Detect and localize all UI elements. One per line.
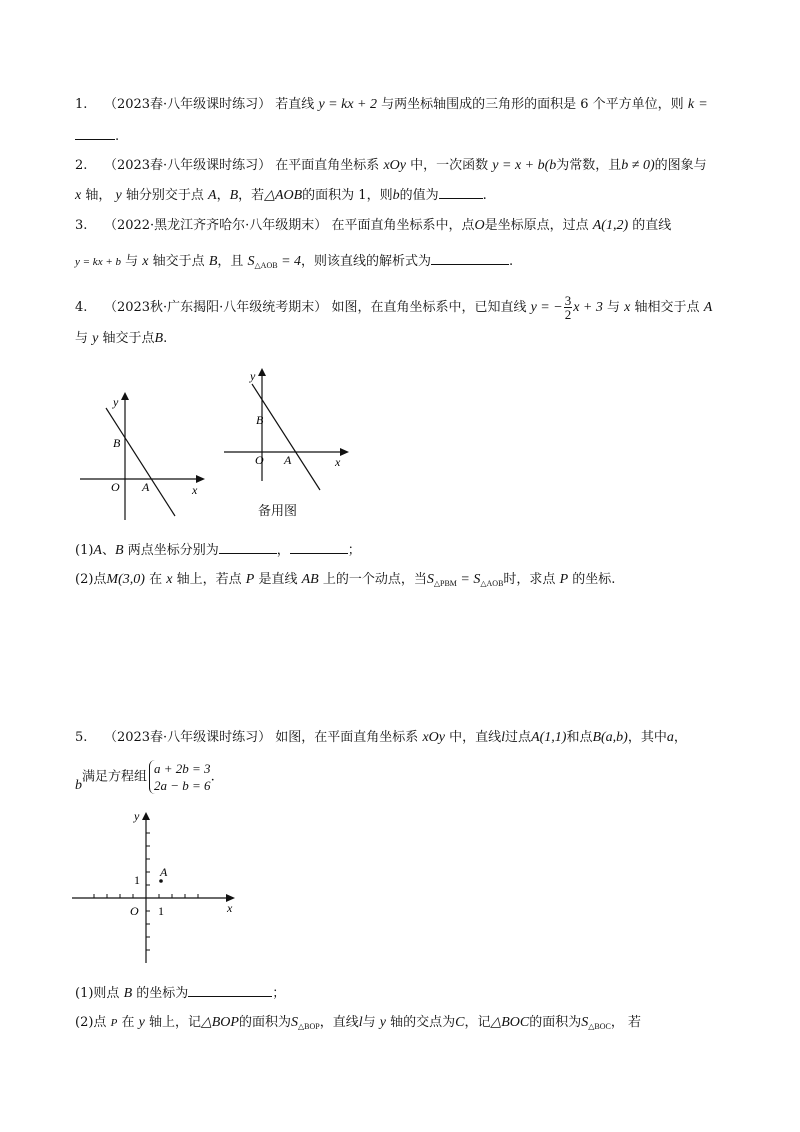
q5-text: 过点 (505, 730, 532, 745)
q5-point-a: A(1,1) (531, 730, 567, 745)
q4-p2-s2: S (473, 572, 481, 587)
q3-text: ，则该直线的解析式为 (301, 254, 432, 269)
q2-number: 2. (75, 158, 88, 173)
y-ticks (146, 833, 150, 950)
q5-p2-text: 轴的交点为 (390, 1015, 456, 1030)
q3-area-symbol: S (247, 254, 255, 269)
q4-p2-s2-sub: △AOB (480, 579, 504, 588)
q5-p2-s2-sub: △BOC (588, 1022, 611, 1031)
q4-p2-point: M(3,0) (106, 572, 145, 587)
q4-p1-blank-b[interactable] (290, 541, 348, 554)
q3-text: 轴交于点 (152, 254, 205, 269)
q3-text: 是坐标原点，过点 (484, 218, 589, 233)
q3-text: 与 (125, 254, 139, 269)
q4-expr-pre: y = − (530, 300, 563, 315)
q3-point: A(1,2) (592, 218, 629, 233)
q4-y: y (92, 331, 99, 346)
x-label: x (335, 455, 341, 469)
q4-p2-text: 轴上，若点 (176, 572, 242, 587)
q2-line-1 (75, 157, 707, 175)
q3-text: ，且 (217, 254, 244, 269)
q5-text: ，其中 (627, 730, 667, 745)
q3-o: O (474, 218, 485, 233)
q5-text: ， (673, 730, 687, 745)
q5-p2-text: 在 (121, 1015, 135, 1030)
q3-expression: y = kx + b (75, 256, 121, 268)
q4-p1-a: A (93, 543, 102, 558)
point-a (159, 879, 163, 883)
q3-text: 的直线 (632, 218, 672, 233)
y-axis-arrow (121, 392, 129, 400)
q4-p2-text: 的坐标. (572, 572, 616, 587)
q4-frac-den: 2 (564, 307, 572, 322)
q2-text: 轴分别交于点 (125, 188, 204, 203)
q3-x: x (142, 254, 149, 269)
q5-end: . (210, 769, 215, 785)
y-label: y (250, 369, 256, 383)
q4-end: . (163, 331, 168, 346)
q2-answer-blank[interactable] (439, 186, 483, 199)
q2-text: 的值为 (399, 188, 439, 203)
q3-area-sub: △AOB (254, 261, 278, 270)
q5-p2-y2: y (379, 1015, 386, 1030)
q3-answer-blank[interactable] (431, 252, 509, 265)
q5-equation-system (149, 760, 211, 794)
q1-k: k (687, 97, 695, 112)
q2-end: . (482, 188, 487, 203)
q5-p2-text: 的面积为 (529, 1015, 582, 1030)
q5-p1-lead: (1)则点 (75, 986, 120, 1001)
q3-area-value: = 4 (277, 254, 302, 269)
q5-p2-c: C (455, 1015, 465, 1030)
q5-p2-text: ，直线 (319, 1015, 359, 1030)
q4-text: 如图，在直角坐标系中，已知直线 (331, 300, 527, 315)
q5-number: 5. (75, 730, 88, 745)
q3-number: 3. (75, 218, 88, 233)
q4-text: 与 (75, 331, 89, 346)
q4-number: 4. (75, 300, 88, 315)
q1-line-1 (75, 96, 708, 114)
q4-p2-p: P (245, 572, 255, 587)
q5-system: xOy (422, 730, 445, 745)
q4-frac-num: 3 (564, 293, 572, 308)
q5-text: 和点 (566, 730, 593, 745)
q5-p2-text: 与 (362, 1015, 376, 1030)
q5-part-2 (75, 1014, 641, 1036)
q4-line-1 (75, 294, 712, 321)
q3-source: （2022·黑龙江齐齐哈尔·八年级期末） (103, 218, 328, 233)
q5-p2-l: l (358, 1015, 363, 1030)
q4-p2-x: x (166, 572, 173, 587)
q5-point-b: B(a,b) (592, 730, 628, 745)
q2-triangle: △AOB (264, 188, 303, 203)
q4-part-2 (75, 571, 615, 593)
q2-a: A (208, 188, 217, 203)
q1-number: 1. (75, 97, 88, 112)
q4-p1-text: 两点坐标分别为 (127, 543, 219, 558)
q4-text: 与 (607, 300, 621, 315)
q1-source: （2023春·八年级课时练习） (103, 97, 272, 112)
q4-part-1 (75, 541, 361, 560)
q4-source: （2023秋·广东揭阳·八年级统考期末） (103, 300, 328, 315)
q4-x: x (624, 300, 631, 315)
q4-p1-end: ； (347, 543, 361, 558)
q5-l: l (501, 730, 506, 745)
q2-b-var: b (392, 188, 400, 203)
point-a-label: A (160, 865, 168, 879)
origin-label: O (111, 480, 120, 494)
q5-p2-s2: S (581, 1015, 589, 1030)
q2-text: 为常数，且 (556, 158, 622, 173)
q5-p1-blank[interactable] (188, 984, 272, 997)
q2-text: 中，一次函数 (410, 158, 489, 173)
q4-p2-p-var: P (559, 572, 569, 587)
origin-label: O (255, 453, 264, 467)
q5-eq-1: a + 2b = 3 (154, 761, 211, 776)
q3-line-2 (75, 252, 513, 275)
q4-text: 轴相交于点 (634, 300, 700, 315)
q2-line-2 (75, 186, 487, 205)
q4-fraction (564, 294, 573, 321)
q4-p2-eq: = (456, 572, 474, 587)
point-a-label: A (142, 480, 150, 494)
tick-label-1-x: 1 (158, 904, 164, 918)
q5-text: 如图，在平面直角坐标系 (275, 730, 419, 745)
point-b-label: B (113, 436, 121, 450)
q5-b: b (75, 777, 82, 793)
q1-expression: y = kx + 2 (318, 97, 377, 112)
q3-end: . (509, 254, 514, 269)
x-label: x (192, 483, 198, 497)
q4-a: A (703, 300, 713, 315)
tick-label-1-y: 1 (134, 873, 140, 887)
q2-condition: b ≠ 0) (621, 158, 655, 173)
q4-p2-s1: S (426, 572, 434, 587)
q5-figure (70, 808, 250, 968)
q1-answer-blank[interactable] (75, 127, 115, 140)
q5-text: 中，直线 (449, 730, 502, 745)
q4-p1-lead: (1) (75, 543, 94, 558)
q5-p2-s1: S (290, 1015, 298, 1030)
q5-p2-tri1: △BOP (200, 1015, 239, 1030)
q4-p1-sep: 、 (101, 543, 115, 558)
q3-line-1 (75, 217, 671, 235)
x-label: x (227, 901, 233, 915)
q2-text: 的图象与 (654, 158, 707, 173)
q4-p1-comma: ， (276, 543, 290, 558)
q5-p2-s1-sub: △BOP (297, 1022, 320, 1031)
q5-text: 满足方程组 (82, 769, 148, 785)
q4-p1-blank-a[interactable] (219, 541, 277, 554)
q5-p1-text: 的坐标为 (136, 986, 189, 1001)
q5-p2-text: 的面积为 (238, 1015, 291, 1030)
point-a-label: A (284, 453, 292, 467)
q5-p2-y: y (138, 1015, 145, 1030)
q5-a: a (666, 730, 674, 745)
q4-p2-text: 是直线 (258, 572, 298, 587)
q4-figure-spare (222, 366, 362, 496)
q3-b: B (208, 254, 218, 269)
q1-line-2 (75, 127, 119, 146)
q5-p2-text: 轴上，记 (148, 1015, 201, 1030)
q5-p2-tri2: △BOC (490, 1015, 530, 1030)
q2-system: xOy (383, 158, 406, 173)
q5-line-1 (75, 729, 687, 747)
q5-p2-lead: (2)点 (75, 1015, 107, 1030)
q1-text: 与两坐标轴围成的三角形的面积是 6 个平方单位，则 (381, 97, 684, 112)
q5-p2-text: ， 若 (610, 1015, 642, 1030)
q2-x: x (75, 188, 82, 203)
q4-p2-text: 时，求点 (503, 572, 556, 587)
q5-line-2 (75, 760, 215, 794)
q1-end: . (115, 129, 120, 144)
q2-text: 的面积为 1，则 (302, 188, 393, 203)
q4-p2-text: 上的一个动点，当 (322, 572, 427, 587)
q1-eq: = (698, 97, 708, 112)
q4-figure-main (78, 388, 218, 528)
y-label: y (113, 395, 119, 409)
q2-text: ， (216, 188, 230, 203)
x-axis-arrow (340, 448, 349, 456)
y-axis-arrow (142, 812, 150, 820)
q2-text: ，若 (238, 188, 265, 203)
q2-y: y (115, 188, 122, 203)
q4-p1-b: B (115, 543, 124, 558)
q2-text: 轴， (85, 188, 112, 203)
q5-p1-end: ； (272, 986, 286, 1001)
q5-part-1 (75, 984, 285, 1003)
q5-p2-text: ，记 (464, 1015, 491, 1030)
origin-label: O (130, 904, 139, 918)
x-axis-arrow (196, 475, 205, 483)
q4-line-2 (75, 330, 167, 348)
q4-p2-lead: (2)点 (75, 572, 107, 587)
q5-p2-p: P (110, 1017, 118, 1029)
q4-p2-s1-sub: △PBM (433, 579, 457, 588)
q5-p1-b: B (123, 986, 133, 1001)
q3-text: 在平面直角坐标系中，点 (331, 218, 475, 233)
q4-expr-post: x + 3 (573, 300, 603, 315)
point-b-label: B (256, 413, 264, 427)
q2-expression: y = x + b(b (492, 158, 557, 173)
q4-b: B (154, 331, 164, 346)
q2-text: 在平面直角坐标系 (275, 158, 380, 173)
y-axis-arrow (258, 368, 266, 376)
q4-text: 轴交于点 (102, 331, 155, 346)
q1-text: 若直线 (275, 97, 315, 112)
q2-source: （2023春·八年级课时练习） (103, 158, 272, 173)
q4-p2-ab: AB (301, 572, 319, 587)
q5-eq-2: 2a − b = 6 (154, 778, 211, 793)
q4-p2-text: 在 (149, 572, 163, 587)
spare-figure-caption: 备用图 (258, 504, 298, 519)
q5-source: （2023春·八年级课时练习） (103, 730, 272, 745)
y-label: y (134, 809, 140, 823)
line-ab (106, 408, 175, 516)
q2-b: B (229, 188, 239, 203)
